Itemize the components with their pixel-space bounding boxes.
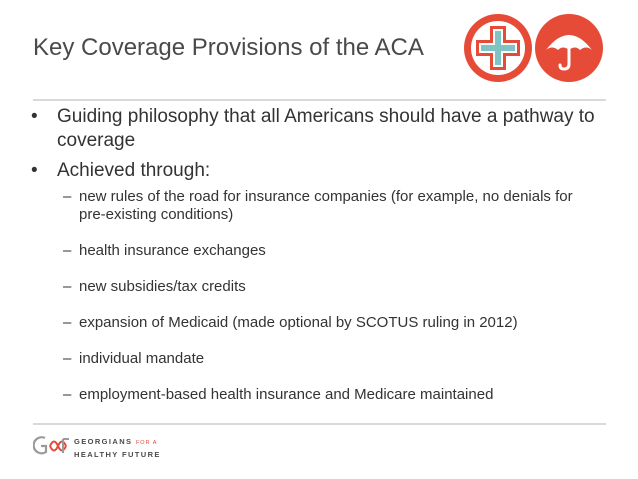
sub-bullet-marker: – bbox=[63, 314, 72, 331]
sub-bullet-item bbox=[31, 350, 611, 368]
sub-bullet-marker: – bbox=[63, 350, 72, 367]
organization-logo bbox=[33, 433, 233, 461]
sub-bullet-item bbox=[31, 242, 611, 260]
bullet-marker: • bbox=[31, 106, 38, 127]
logo-line-1: GEORGIANS bbox=[74, 437, 133, 446]
sub-bullet-text: health insurance exchanges bbox=[79, 242, 266, 259]
bullet-marker: • bbox=[31, 160, 38, 181]
sub-bullet-item bbox=[31, 188, 611, 224]
sub-bullet-marker: – bbox=[63, 386, 72, 403]
medical-cross-icon bbox=[464, 14, 532, 82]
logo-line-2: HEALTHY FUTURE bbox=[74, 450, 161, 459]
sub-bullet-text: expansion of Medicaid (made optional by SCOTUS ruling in 2012) bbox=[79, 314, 518, 331]
sub-bullet-item bbox=[31, 314, 611, 332]
sub-bullet-marker: – bbox=[63, 242, 72, 259]
umbrella-icon bbox=[535, 14, 603, 82]
bullet-item bbox=[31, 105, 611, 153]
bullet-item bbox=[31, 159, 611, 183]
footer-divider bbox=[33, 423, 606, 425]
bullet-list bbox=[31, 105, 611, 404]
sub-bullet-text: new subsidies/tax credits bbox=[79, 278, 246, 295]
sub-bullet-text: new rules of the road for insurance companies (for example, no denials for pre-existing conditions) bbox=[79, 188, 573, 223]
logo-wordmark bbox=[74, 436, 161, 460]
sub-bullet-item bbox=[31, 386, 611, 404]
sub-bullet-marker: – bbox=[63, 188, 72, 205]
bullet-text: Guiding philosophy that all Americans should have a pathway to coverage bbox=[57, 106, 595, 151]
sub-bullet-text: employment-based health insurance and Medicare maintained bbox=[79, 386, 494, 403]
sub-bullet-item bbox=[31, 278, 611, 296]
ghf-logo-mark-icon bbox=[33, 433, 71, 459]
sub-bullet-marker: – bbox=[63, 278, 72, 295]
logo-line-1-small: FOR A bbox=[135, 440, 158, 446]
sub-bullet-text: individual mandate bbox=[79, 350, 205, 367]
bullet-text: Achieved through: bbox=[57, 160, 211, 181]
title-divider bbox=[33, 99, 606, 101]
slide-title: Key Coverage Provisions of the ACA bbox=[33, 34, 424, 61]
